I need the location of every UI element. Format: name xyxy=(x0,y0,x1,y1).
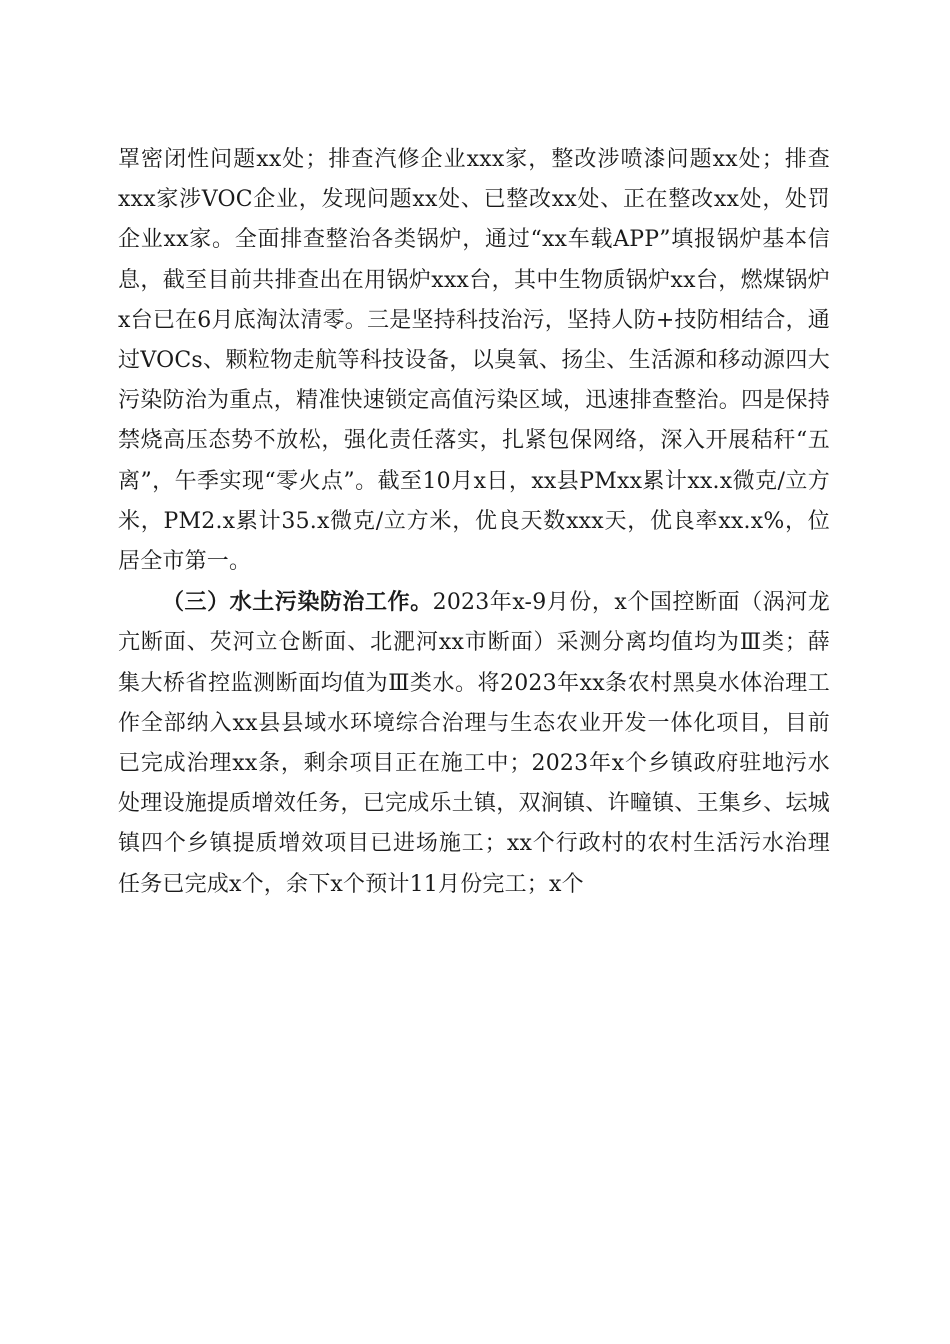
section-heading: （三）水土污染防治工作。 xyxy=(162,589,433,616)
paragraph-air-pollution xyxy=(118,140,830,582)
paragraph-water-soil-pollution xyxy=(118,582,830,905)
paragraph-text: 2023年x-9月份，x个国控断面（涡河龙亢断面、芡河立仓断面、北淝河xx市断面）采测分离均值均为Ⅲ类；薛集大桥省控监测断面均值为Ⅲ类水。将2023年xx条农村黑臭水体治理工作全部纳入xx县县域水环境综合治理与生态农业开发一体化项目，目前已完成治理xx条，剩余项目正在施工中；2023年x个乡镇政府驻地污水处理设施提质增效任务，已完成乐土镇，双涧镇、许疃镇、王集乡、坛城镇四个乡镇提质增效项目已进场施工；xx个行政村的农村生活污水治理任务已完成x个，余下x个预计11月份完工；x个 xyxy=(118,590,830,897)
paragraph-text: 罩密闭性问题xx处；排查汽修企业xxx家，整改涉喷漆问题xx处；排查xxx家涉VOC企业，发现问题xx处、已整改xx处、正在整改xx处，处罚企业xx家。全面排查整治各类锅炉，通过“xx车载APP”填报锅炉基本信息，截至目前共排查出在用锅炉xxx台，其中生物质锅炉xx台，燃煤锅炉x台已在6月底淘汰清零。三是坚持科技治污，坚持人防+技防相结合，通过VOCs、颗粒物走航等科技设备，以臭氧、扬尘、生活源和移动源四大污染防治为重点，精准快速锁定高值污染区域，迅速排查整治。四是保持禁烧高压态势不放松，强化责任落实，扎紧包保网络，深入开展秸秆“五离”，午季实现“零火点”。截至10月x日，xx县PMxx累计xx.x微克/立方米，PM2.x累计35.x微克/立方米，优良天数xxx天，优良率xx.x%，位居全市第一。 xyxy=(118,147,830,575)
document-body xyxy=(118,140,830,905)
